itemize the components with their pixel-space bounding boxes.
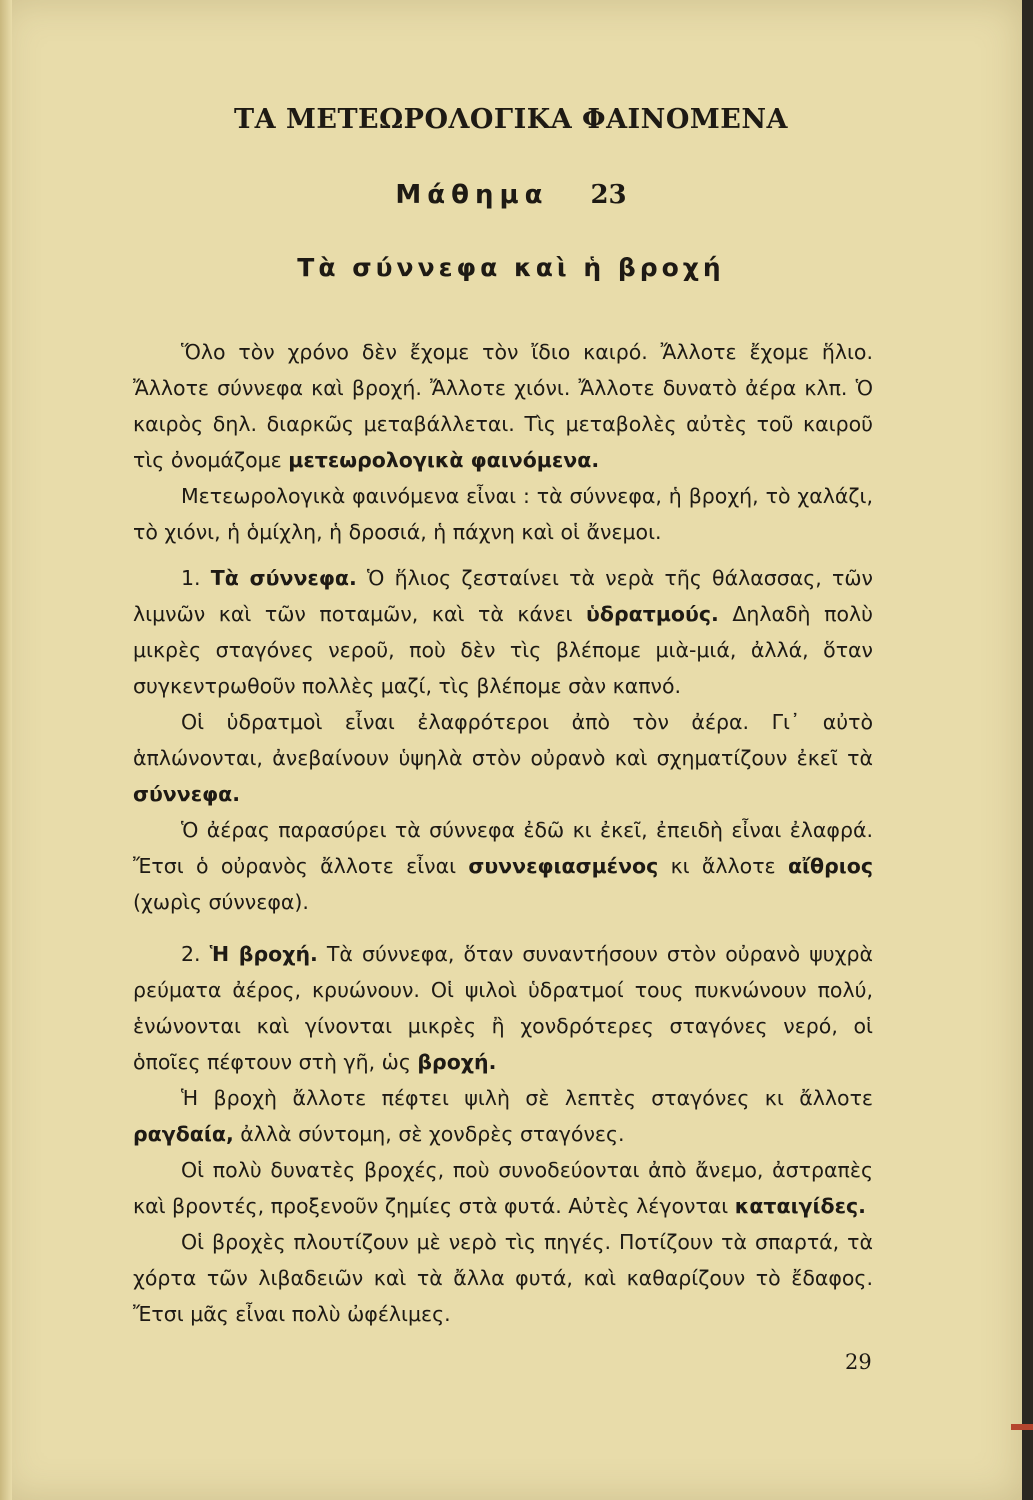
section1-number: 1. — [181, 566, 201, 590]
bold-term: ὑδρατμούς. — [586, 602, 719, 626]
bold-term: αἴθριος — [787, 854, 874, 878]
page-spine — [0, 0, 12, 1500]
text: ἀλλὰ σύντομη, σὲ χονδρὲς σταγόνες. — [233, 1122, 625, 1146]
book-edge — [1022, 0, 1033, 1500]
text: Ἡ βροχὴ ἄλλοτε πέφτει ψιλὴ σὲ λεπτὲς σταγόνες κι ἄλλοτε — [181, 1086, 873, 1110]
page-marker — [1011, 1424, 1033, 1430]
bold-term: συννεφιασμένος — [468, 854, 659, 878]
intro-paragraph-2: Μετεωρολογικὰ φαινόμενα εἶναι : τὰ σύννεφα, ἡ βροχή, τὸ χαλάζι, τὸ χιόνι, ἡ ὁμίχλη, ἡ δροσιά, ἡ πάχνη καὶ οἱ ἄνεμοι. — [133, 484, 873, 544]
section1-paragraph-2 — [133, 704, 873, 812]
section1-paragraph-3 — [133, 812, 873, 920]
bold-term: βροχή. — [417, 1050, 497, 1074]
text: Ὁ ἀέρας παρασύρει τὰ σύννεφα ἐδῶ κι ἐκεῖ, ἐπειδὴ εἶναι ἐλαφρά. Ἔτσι ὁ οὐρανὸς ἄλλοτε εἶναι — [133, 818, 873, 878]
text: Ὅλο τὸν χρόνο δὲν ἔχομε τὸν ἴδιο καιρό. Ἄλλοτε ἔχομε ἥλιο. Ἄλλοτε σύννεφα καὶ βροχή. Ἄλλοτε χιόνι. Ἄλλοτε δυνατὸ ἀέρα κλπ. Ὁ καιρὸς δηλ. διαρκῶς μεταβάλλεται. Τὶς μεταβολὲς αὐτὲς τοῦ καιροῦ τὶς ὀνομάζομε — [133, 340, 873, 472]
section1-paragraph-1 — [133, 560, 873, 704]
bold-term: καταιγίδες. — [734, 1194, 866, 1218]
section2-paragraph-3 — [133, 1152, 873, 1224]
chapter-title: ΤΑ ΜΕΤΕΩΡΟΛΟΓΙΚΑ ΦΑΙΝΟΜΕΝΑ — [234, 104, 788, 135]
text: (χωρὶς σύννεφα). — [133, 890, 309, 914]
section2-paragraph-2 — [133, 1080, 873, 1152]
section2-heading: Ἡ βροχή. — [209, 942, 318, 966]
bold-term: σύννεφα. — [133, 782, 241, 806]
page-number: 29 — [845, 1350, 872, 1374]
text: Τὰ σύννεφα, ὅταν συναντήσουν στὸν οὐρανὸ ψυχρὰ ρεύματα ἀέρος, κρυώνουν. Οἱ ψιλοὶ ὑδρατμοί τους πυκνώνουν πολύ, ἑνώνονται καὶ γίνονται μικρὲς ἢ χονδρότερες σταγόνες νερό, οἱ ὁποῖες πέφτουν στὴ γῆ, ὡς — [133, 942, 873, 1074]
lesson-body — [133, 334, 873, 1332]
section2-paragraph-4: Οἱ βροχὲς πλουτίζουν μὲ νερὸ τὶς πηγές. Ποτίζουν τὰ σπαρτά, τὰ χόρτα τῶν λιβαδειῶν καὶ τὰ ἄλλα φυτά, καὶ καθαρίζουν τὸ ἔδαφος. Ἔτσι μᾶς εἶναι πολὺ ὠφέλιμες. — [133, 1230, 873, 1326]
section2-paragraph-1 — [133, 936, 873, 1080]
intro-paragraph-1 — [133, 334, 873, 478]
text: Οἱ ὑδρατμοὶ εἶναι ἐλαφρότεροι ἀπὸ τὸν ἀέρα. Γι᾿ αὐτὸ ἁπλώνονται, ἀνεβαίνουν ὑψηλὰ στὸν οὐρανὸ καὶ σχηματίζουν ἐκεῖ τὰ — [133, 710, 873, 770]
bold-term: μετεωρολογικὰ φαινόμενα. — [288, 448, 600, 472]
text: Οἱ πολὺ δυνατὲς βροχές, ποὺ συνοδεύονται ἀπὸ ἄνεμο, ἀστραπὲς καὶ βροντές, προξενοῦν ζημίες στὰ φυτά. Αὐτὲς λέγονται — [133, 1158, 873, 1218]
lesson-word: Μάθημα — [395, 180, 549, 210]
lesson-heading — [0, 180, 1022, 210]
section1-heading: Τὰ σύννεφα. — [210, 566, 357, 590]
lesson-number: 23 — [590, 180, 627, 210]
text: κι ἄλλοτε — [658, 854, 788, 878]
lesson-subtitle: Τὰ σύννεφα καὶ ἡ βροχή — [297, 253, 725, 282]
section2-number: 2. — [181, 942, 201, 966]
text: Δηλαδὴ πολὺ μικρὲς σταγόνες νεροῦ, ποὺ δὲν τὶς βλέπομε μιὰ-μιά, ἀλλά, ὅταν συγκεντρωθοῦν πολλὲς μαζί, τὶς βλέπομε σὰν καπνό. — [133, 602, 873, 698]
bold-term: ραγδαία, — [133, 1122, 234, 1146]
text: Ὁ ἥλιος ζεσταίνει τὰ νερὰ τῆς θάλασσας, τῶν λιμνῶν καὶ τῶν ποταμῶν, καὶ τὰ κάνει — [133, 566, 873, 626]
